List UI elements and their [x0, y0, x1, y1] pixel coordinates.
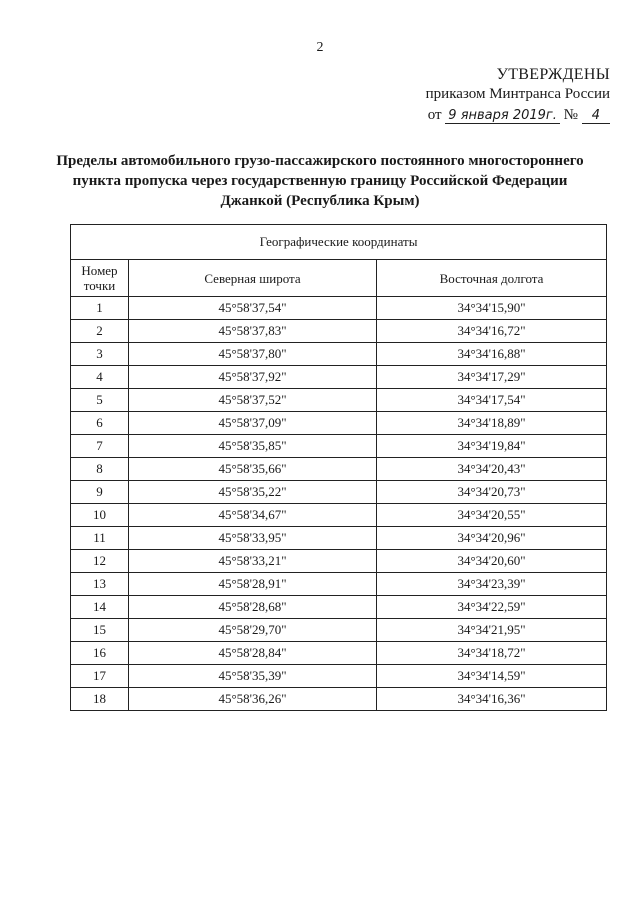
page-number: 2 — [316, 40, 324, 55]
latitude-cell: 45°58'35,22" — [129, 481, 377, 504]
latitude-cell: 45°58'34,67" — [129, 504, 377, 527]
longitude-cell: 34°34'17,54" — [377, 389, 607, 412]
point-number-cell: 12 — [71, 550, 129, 573]
document-title: Пределы автомобильного грузо-пассажирского постоянного многостороннего пункта пропуска через государственную границу Российской Федерации Джанкой (Республика Крым) — [56, 153, 584, 209]
handwritten-number: 4 — [582, 108, 610, 124]
longitude-cell: 34°34'20,60" — [377, 550, 607, 573]
table-row — [71, 596, 607, 619]
column-header-point-number: Номер точки — [71, 260, 129, 297]
latitude-cell: 45°58'35,39" — [129, 665, 377, 688]
point-number-cell: 4 — [71, 366, 129, 389]
approval-title: УТВЕРЖДЕНЫ — [496, 66, 610, 83]
point-number-cell: 17 — [71, 665, 129, 688]
latitude-cell: 45°58'28,91" — [129, 573, 377, 596]
longitude-cell: 34°34'15,90" — [377, 297, 607, 320]
latitude-cell: 45°58'28,84" — [129, 642, 377, 665]
table-row — [71, 688, 607, 711]
point-number-cell: 13 — [71, 573, 129, 596]
coordinates-table — [70, 224, 607, 711]
table-body — [71, 297, 607, 711]
longitude-cell: 34°34'20,43" — [377, 458, 607, 481]
table-row — [71, 481, 607, 504]
table-row — [71, 665, 607, 688]
latitude-cell: 45°58'36,26" — [129, 688, 377, 711]
table-row — [71, 458, 607, 481]
table-row — [71, 573, 607, 596]
point-number-cell: 6 — [71, 412, 129, 435]
latitude-cell: 45°58'37,92" — [129, 366, 377, 389]
longitude-cell: 34°34'16,72" — [377, 320, 607, 343]
latitude-cell: 45°58'33,21" — [129, 550, 377, 573]
point-number-cell: 5 — [71, 389, 129, 412]
point-number-cell: 9 — [71, 481, 129, 504]
table-row — [71, 550, 607, 573]
table-row — [71, 389, 607, 412]
longitude-cell: 34°34'20,96" — [377, 527, 607, 550]
point-number-cell: 3 — [71, 343, 129, 366]
table-row — [71, 642, 607, 665]
table-row — [71, 435, 607, 458]
point-number-cell: 10 — [71, 504, 129, 527]
approval-stamp — [310, 66, 610, 126]
latitude-cell: 45°58'37,83" — [129, 320, 377, 343]
column-header-latitude: Северная широта — [129, 260, 377, 297]
approval-dateline — [310, 105, 610, 126]
latitude-cell: 45°58'37,09" — [129, 412, 377, 435]
longitude-cell: 34°34'17,29" — [377, 366, 607, 389]
point-number-cell: 18 — [71, 688, 129, 711]
date-prefix: от — [427, 107, 442, 123]
longitude-cell: 34°34'14,59" — [377, 665, 607, 688]
table-row — [71, 366, 607, 389]
point-number-cell: 14 — [71, 596, 129, 619]
latitude-cell: 45°58'37,80" — [129, 343, 377, 366]
table-row — [71, 619, 607, 642]
table-row — [71, 412, 607, 435]
longitude-cell: 34°34'18,72" — [377, 642, 607, 665]
latitude-cell: 45°58'35,85" — [129, 435, 377, 458]
handwritten-date: 9 января 2019г. — [445, 108, 560, 124]
longitude-cell: 34°34'23,39" — [377, 573, 607, 596]
longitude-cell: 34°34'22,59" — [377, 596, 607, 619]
coordinates-table-container — [70, 224, 606, 711]
latitude-cell: 45°58'37,54" — [129, 297, 377, 320]
point-number-cell: 15 — [71, 619, 129, 642]
longitude-cell: 34°34'21,95" — [377, 619, 607, 642]
approval-issued-by: приказом Минтранса России — [425, 86, 610, 102]
number-prefix: № — [563, 107, 578, 123]
point-number-cell: 1 — [71, 297, 129, 320]
column-header-longitude: Восточная долгота — [377, 260, 607, 297]
longitude-cell: 34°34'16,36" — [377, 688, 607, 711]
latitude-cell: 45°58'37,52" — [129, 389, 377, 412]
table-row — [71, 504, 607, 527]
table-group-header: Географические координаты — [71, 225, 607, 260]
table-row — [71, 297, 607, 320]
point-number-cell: 7 — [71, 435, 129, 458]
longitude-cell: 34°34'20,73" — [377, 481, 607, 504]
latitude-cell: 45°58'33,95" — [129, 527, 377, 550]
longitude-cell: 34°34'19,84" — [377, 435, 607, 458]
latitude-cell: 45°58'28,68" — [129, 596, 377, 619]
longitude-cell: 34°34'20,55" — [377, 504, 607, 527]
latitude-cell: 45°58'29,70" — [129, 619, 377, 642]
point-number-cell: 8 — [71, 458, 129, 481]
longitude-cell: 34°34'18,89" — [377, 412, 607, 435]
point-number-cell: 11 — [71, 527, 129, 550]
latitude-cell: 45°58'35,66" — [129, 458, 377, 481]
table-row — [71, 320, 607, 343]
point-number-cell: 16 — [71, 642, 129, 665]
point-number-cell: 2 — [71, 320, 129, 343]
table-row — [71, 527, 607, 550]
table-row — [71, 343, 607, 366]
longitude-cell: 34°34'16,88" — [377, 343, 607, 366]
